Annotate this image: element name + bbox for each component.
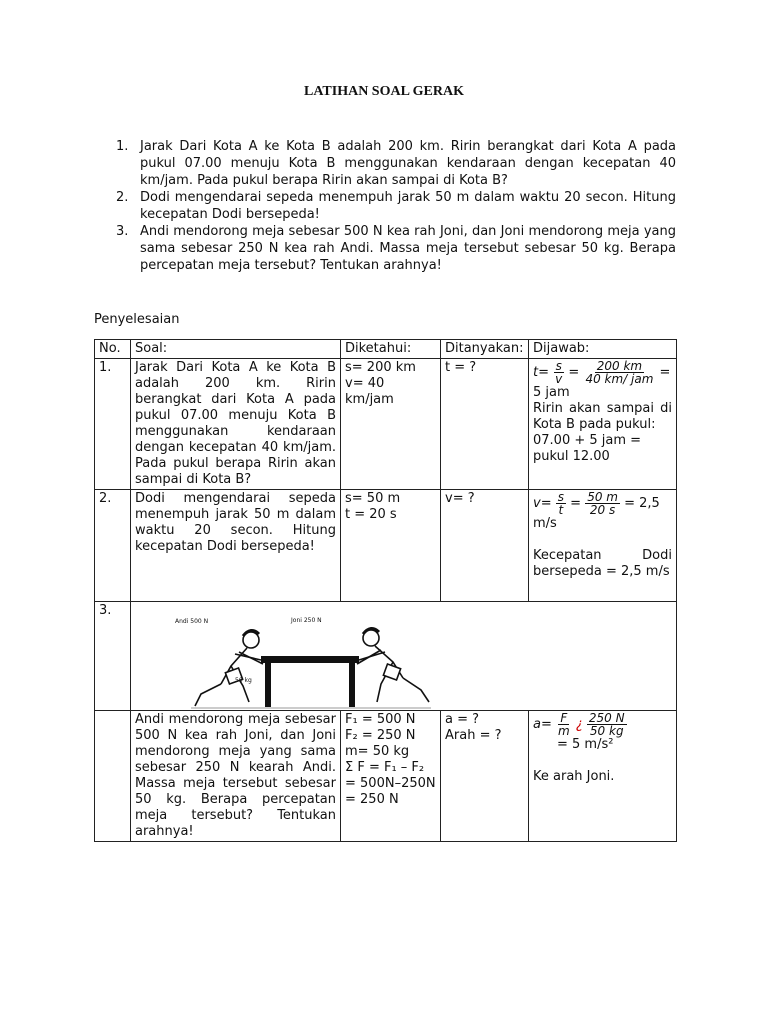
row-soal: Jarak Dari Kota A ke Kota B adalah 200 km. Ririn berangkat dari Kota A pada pukul 07.00 menuju Kota B menggunakan kendaraan dengan kecepatan 40 km/jam. Pada pukul berapa Ririn akan sampai di Kota B?	[131, 359, 341, 490]
table-leg	[265, 663, 271, 707]
illustration	[131, 602, 676, 710]
label-mass: 50 kg	[235, 677, 252, 684]
question-list	[116, 138, 676, 274]
row-diketahui: s= 50 m t = 20 s	[341, 490, 441, 602]
row-soal: Andi mendorong meja sebesar 500 N kea rah Joni, dan Joni mendorong meja yang sama sebesar 250 N kearah Andi. Massa meja tersebut sebesar 50 kg. Berapa percepatan meja tersebut? Tentukan arahnya!	[131, 711, 341, 842]
header-ditanyakan: Ditanyakan:	[441, 340, 529, 359]
section-label: Penyelesaian	[94, 312, 180, 327]
solution-table	[94, 339, 677, 842]
joni-figure	[357, 628, 429, 702]
question-item: 3. Andi mendorong meja sebesar 500 N kea rah Joni, dan Joni mendorong meja yang sama sebesar 250 N kea rah Andi. Massa meja tersebut sebesar 50 kg. Berapa percepatan meja tersebut? Tentukan arahnya!	[116, 224, 676, 273]
table-row	[95, 359, 677, 490]
andi-figure	[195, 630, 263, 706]
header-dijawab: Dijawab:	[529, 340, 677, 359]
table-leg	[349, 663, 355, 707]
row-number: 2.	[95, 490, 131, 602]
row-diketahui: F₁ = 500 N F₂ = 250 N m= 50 kg Σ F = F₁ – F₂ = 500N–250N = 250 N	[341, 711, 441, 842]
table-row	[95, 490, 677, 602]
header-soal: Soal:	[131, 340, 341, 359]
row-dijawab: a= $\frac{F}{m}$ ¿ $\frac{250 N}{50 kg}$ = 5 m/s² Ke arah Joni.	[529, 711, 677, 842]
fraction: $\frac{F}{m}$	[558, 711, 570, 738]
fraction: $\frac{50 m}{20 s}$	[587, 490, 618, 517]
row-ditanyakan: a = ? Arah = ?	[441, 711, 529, 842]
equation: v= $\frac{s}{t}$ = $\frac{50 m}{20 s}$ = 2,5 m/s	[533, 490, 660, 531]
row-soal: Dodi mengendarai sepeda menempuh jarak 50 m dalam waktu 20 secon. Hitung kecepatan Dodi bersepeda!	[131, 490, 341, 602]
question-text: Dodi mengendarai sepeda menempuh jarak 50 m dalam waktu 20 secon. Hitung kecepatan Dodi bersepeda!	[140, 190, 676, 222]
table-row	[95, 711, 677, 842]
row-ditanyakan: v= ?	[441, 490, 529, 602]
equation: t= $\frac{s}{v}$ = 200 km 40 km/ jam =	[533, 359, 671, 386]
row-dijawab: v= $\frac{s}{t}$ = $\frac{50 m}{20 s}$ = 2,5 m/s Kecepatan Dodi bersepeda = 2,5 m/s	[529, 490, 677, 602]
row-diketahui: s= 200 km v= 40 km/jam	[341, 359, 441, 490]
table-header-row	[95, 340, 677, 359]
table-top	[261, 656, 359, 663]
row-number: 1.	[95, 359, 131, 490]
question-item: 2. Dodi mengendarai sepeda menempuh jarak 50 m dalam waktu 20 secon. Hitung kecepatan Dodi bersepeda!	[116, 190, 676, 222]
illustration-cell	[131, 602, 677, 711]
row-dijawab: t= $\frac{s}{v}$ = 200 km 40 km/ jam = 5 jam Ririn akan sampai di Kota B pada pukul: 07.00 + 5 jam = pukul 12.00	[529, 359, 677, 490]
question-text: Andi mendorong meja sebesar 500 N kea rah Joni, dan Joni mendorong meja yang sama sebesar 250 N kea rah Andi. Massa meja tersebut sebesar 50 kg. Berapa percepatan meja tersebut? Tentukan arahnya!	[140, 224, 676, 273]
header-diketahui: Diketahui:	[341, 340, 441, 359]
row-number: 3.	[95, 602, 131, 711]
equation: a= $\frac{F}{m}$ ¿ $\frac{250 N}{50 kg}$	[533, 711, 625, 738]
row-ditanyakan: t = ?	[441, 359, 529, 490]
fraction: $\frac{250 N}{50 kg}$	[588, 711, 625, 738]
document-title: LATIHAN SOAL GERAK	[304, 84, 464, 99]
table-row	[95, 602, 677, 711]
row-number	[95, 711, 131, 842]
header-no: No.	[95, 340, 131, 359]
push-table-illustration	[131, 602, 573, 710]
label-andi: Andi 500 N	[175, 618, 209, 625]
fraction: $\frac{s}{v}$	[555, 359, 563, 386]
question-text: Jarak Dari Kota A ke Kota B adalah 200 km. Ririn berangkat dari Kota A pada pukul 07.00 menuju Kota B menggunakan kendaraan dengan kecepatan 40 km/jam. Pada pukul berapa Ririn akan sampai di Kota B?	[140, 139, 676, 188]
fraction: $\frac{s}{t}$	[557, 490, 564, 517]
label-joni: Joni 250 N	[291, 617, 322, 624]
fraction: 200 km 40 km/ jam	[585, 359, 654, 386]
question-item: 1. Jarak Dari Kota A ke Kota B adalah 200 km. Ririn berangkat dari Kota A pada pukul 07.00 menuju Kota B menggunakan kendaraan dengan kecepatan 40 km/jam. Pada pukul berapa Ririn akan sampai di Kota B?	[116, 139, 676, 188]
